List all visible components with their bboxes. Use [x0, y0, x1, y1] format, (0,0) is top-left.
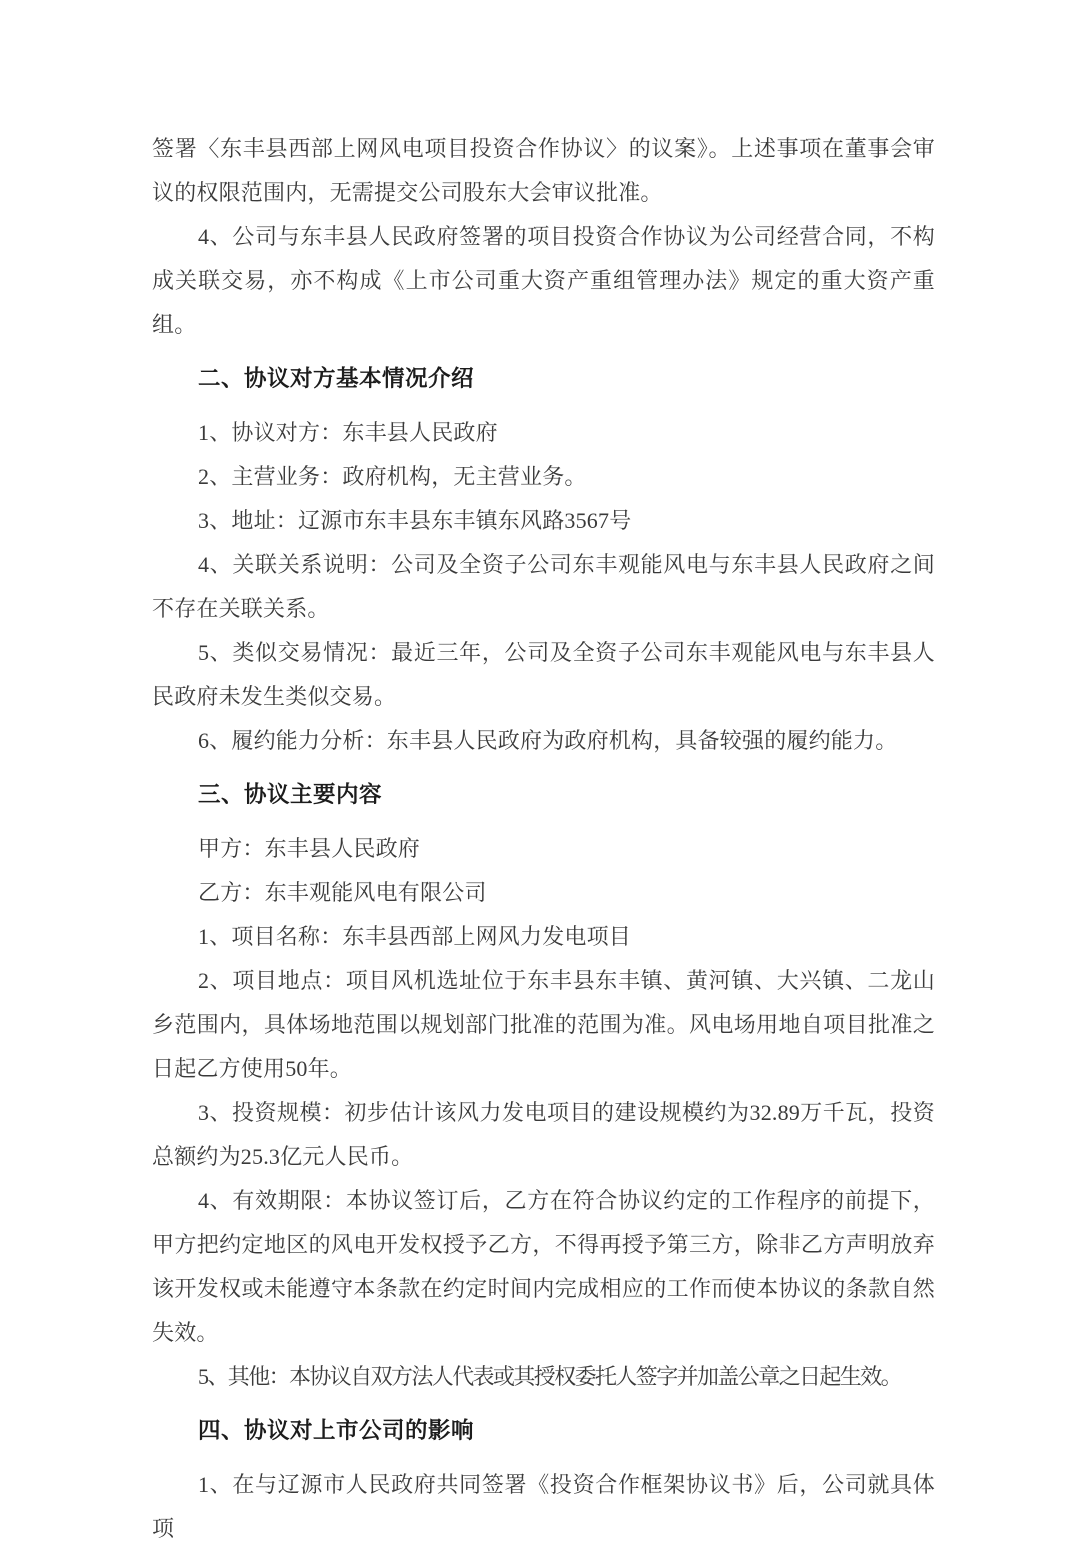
paragraph-item: 5、其他：本协议自双方法人代表或其授权委托人签字并加盖公章之日起生效。	[198, 1364, 902, 1389]
section-heading-counterparty-intro: 二、协议对方基本情况介绍	[198, 366, 475, 391]
section-heading-agreement-content: 三、协议主要内容	[198, 782, 383, 807]
paragraph-item: 1、在与辽源市人民政府共同签署《投资合作框架协议书》后，公司就具体项	[152, 1472, 935, 1541]
paragraph-party-b: 乙方：东丰观能风电有限公司	[198, 880, 487, 905]
section-heading-impact-on-company: 四、协议对上市公司的影响	[198, 1418, 475, 1443]
paragraph-item: 2、项目地点：项目风机选址位于东丰县东丰镇、黄河镇、大兴镇、二龙山乡范围内，具体场地范围以规划部门批准的范围为准。风电场用地自项目批准之日起乙方使用50年。	[152, 968, 935, 1081]
paragraph-item: 1、协议对方：东丰县人民政府	[198, 420, 498, 445]
paragraph-continuation: 签署〈东丰县西部上网风电项目投资合作协议〉的议案》。上述事项在董事会审议的权限范围内，无需提交公司股东大会审议批准。	[152, 136, 935, 205]
paragraph-item: 4、有效期限：本协议签订后，乙方在符合协议约定的工作程序的前提下，甲方把约定地区的风电开发权授予乙方，不得再授予第三方，除非乙方声明放弃该开发权或未能遵守本条款在约定时间内完成相应的工作而使本协议的条款自然失效。	[152, 1188, 935, 1345]
paragraph-item: 2、主营业务：政府机构，无主营业务。	[198, 464, 587, 489]
paragraph-item: 3、投资规模：初步估计该风力发电项目的建设规模约为32.89万千瓦，投资总额约为25.3亿元人民币。	[152, 1100, 935, 1169]
paragraph-party-a: 甲方：东丰县人民政府	[198, 836, 421, 861]
paragraph-item: 4、关联关系说明：公司及全资子公司东丰观能风电与东丰县人民政府之间不存在关联关系。	[152, 552, 935, 621]
paragraph-item: 4、公司与东丰县人民政府签署的项目投资合作协议为公司经营合同，不构成关联交易，亦不构成《上市公司重大资产重组管理办法》规定的重大资产重组。	[152, 224, 935, 337]
paragraph-item: 1、项目名称：东丰县西部上网风力发电项目	[198, 924, 632, 949]
paragraph-item: 5、类似交易情况：最近三年，公司及全资子公司东丰观能风电与东丰县人民政府未发生类似交易。	[152, 640, 935, 709]
paragraph-item: 6、履约能力分析：东丰县人民政府为政府机构，具备较强的履约能力。	[198, 728, 898, 753]
paragraph-item: 3、地址：辽源市东丰县东丰镇东风路3567号	[198, 508, 632, 533]
